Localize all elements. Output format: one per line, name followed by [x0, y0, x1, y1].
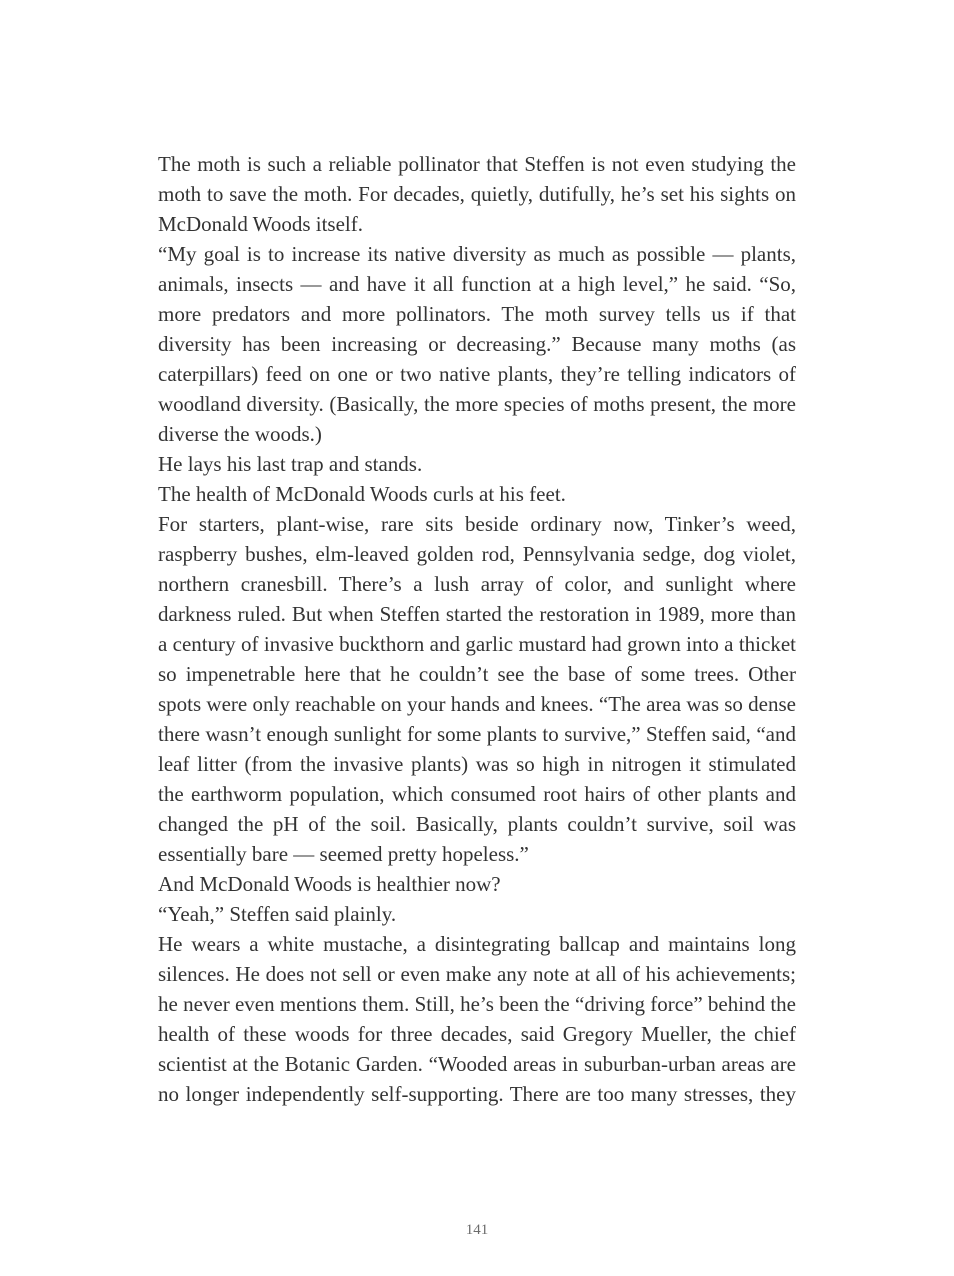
paragraph-plant-restoration: For starters, plant-wise, rare sits beside ordinary now, Tinker’s weed, raspberry bushes, elm-leaved golden rod, Pennsylvania sedge, dog violet, northern cranesbill. There’s a lush array of color, and sunlight where darkness ruled. But when Steffen started the restoration in 1989, more than a century of invasive buckthorn and garlic mustard had grown into a thicket so impenetrable here that he couldn’t see the base of some trees. Other spots were only reachable on your hands and knees. “The area was so dense there wasn’t enough sunlight for some plants to survive,” Steffen said, “and leaf litter (from the invasive plants) was so high in nitrogen it stimulated the earthworm population, which consumed root hairs of other plants and changed the pH of the soil. Basically, plants couldn’t survive, soil was essentially bare — seemed pretty hopeless.” — [158, 512, 796, 866]
paragraph-moth-pollinator: The moth is such a reliable pollinator that Steffen is not even studying the moth to save the moth. For decades, quietly, dutifully, he’s set his sights on McDonald Woods itself. — [158, 152, 796, 236]
paragraph-goal-quote: “My goal is to increase its native diversity as much as possible — plants, animals, insects — and have it all function at a high level,” he said. “So, more predators and more pollinators. The moth survey tells us if that diversity has been increasing or decreasing.” Because many moths (as caterpillars) feed on one or two native plants, they’re telling indicators of woodland diversity. (Basically, the more species of moths present, the more diverse the woods.) — [158, 242, 796, 446]
page-body — [158, 149, 796, 1109]
paragraph-health-feet: The health of McDonald Woods curls at his feet. — [158, 482, 566, 506]
paragraph-yeah-answer: “Yeah,” Steffen said plainly. — [158, 902, 397, 926]
paragraph-white-mustache: He wears a white mustache, a disintegrating ballcap and maintains long silences. He does not sell or even make any note at all of his achievements; he never even mentions them. Still, he’s been the “driving force” behind the health of these woods for three decades, said Gregory Mueller, the chief scientist at the Botanic Garden. “Wooded areas in suburban-urban areas are no longer independently self-supporting. There are too many stresses, they — [158, 932, 796, 1106]
paragraph-last-trap: He lays his last trap and stands. — [158, 452, 423, 476]
paragraph-healthier-question: And McDonald Woods is healthier now? — [158, 872, 501, 896]
page-number: 141 — [465, 1222, 489, 1238]
